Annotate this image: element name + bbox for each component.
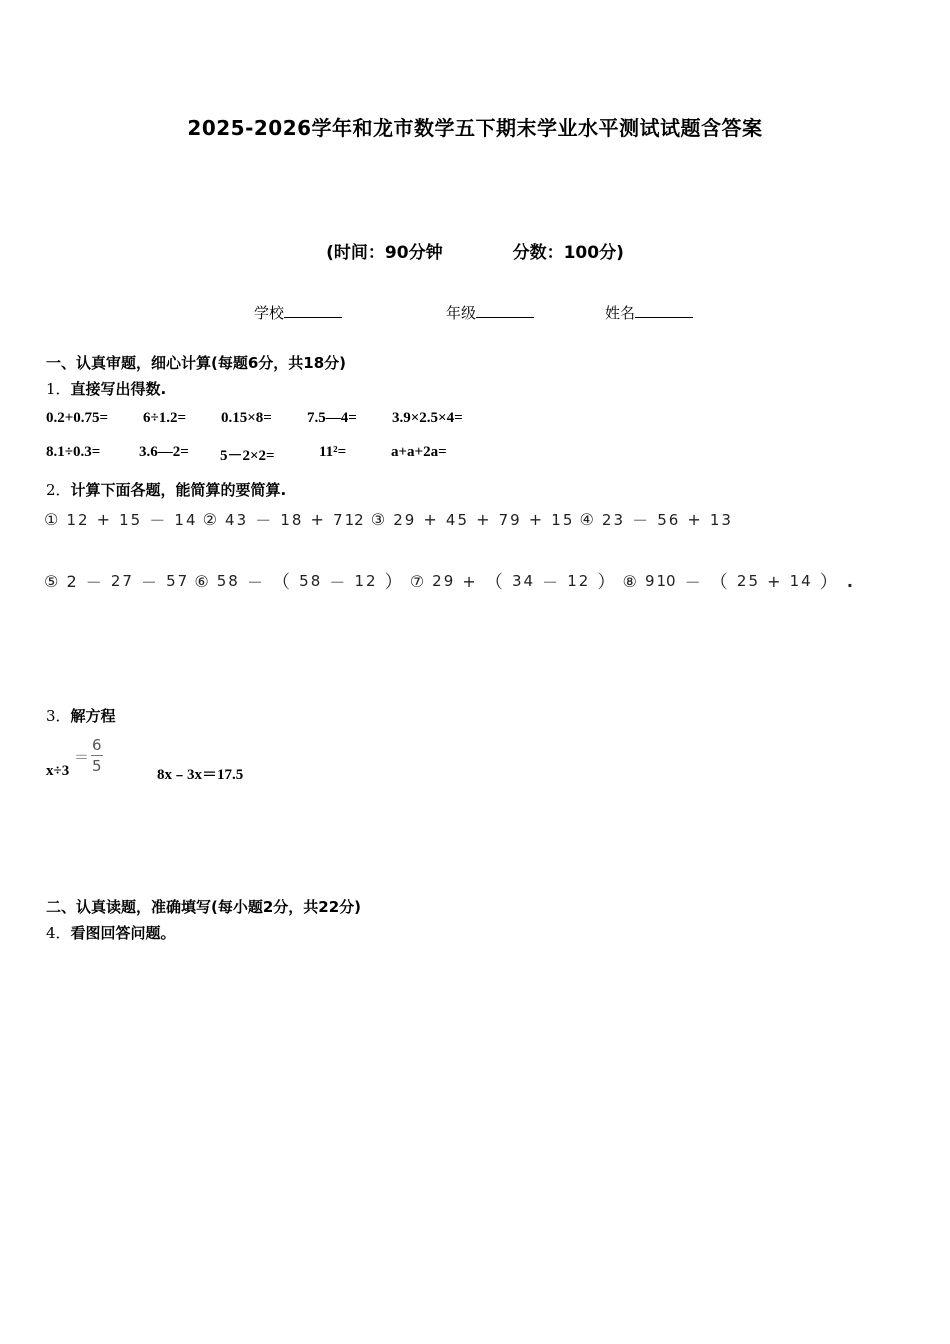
calc-item: 3.9×2.5×4= — [392, 410, 463, 426]
fraction: 9 10 — [644, 572, 676, 590]
fraction: 2 5 — [736, 572, 758, 590]
calc-item: 8.1÷0.3= — [46, 444, 101, 460]
fraction: $\frac{6}{5}$ — [92, 736, 102, 775]
question-number: 2． — [46, 481, 71, 499]
fraction: 1 2 — [354, 572, 376, 590]
grade-label: 年级 — [446, 304, 477, 322]
exam-time-score — [0, 238, 950, 263]
plus-sign: + — [767, 571, 781, 591]
left-paren: （ — [484, 572, 503, 593]
page-title: 2025-2026学年和龙市数学五下期末学业水平测试试题含答案 — [187, 116, 763, 140]
fraction: 7 12 — [333, 510, 364, 529]
calc-item: a+a+2a= — [391, 444, 447, 460]
item-label: ② — [202, 510, 217, 529]
question-2 — [46, 479, 286, 500]
calc-item: 6÷1.2= — [143, 410, 187, 426]
left-paren: （ — [709, 572, 728, 593]
section-2-heading: 二、认真读题，准确填写(每小题2分，共22分) — [46, 898, 362, 916]
equation-1-right — [74, 738, 104, 774]
grade-blank[interactable] — [476, 303, 534, 318]
question-number: 1． — [46, 380, 71, 398]
minus-sign: － — [542, 572, 559, 592]
minus-sign: － — [141, 572, 158, 592]
grade-field — [446, 302, 534, 323]
section-1-heading: 一、认真审题，细心计算(每题6分，共18分) — [46, 354, 347, 372]
plus-sign: + — [96, 510, 111, 529]
right-paren: ） — [597, 572, 616, 593]
fraction: 1 4 — [174, 510, 196, 529]
minus-sign: － — [632, 511, 649, 530]
plus-sign: + — [687, 510, 701, 529]
minus-sign: － — [246, 572, 263, 592]
fraction: 2 3 — [601, 510, 623, 529]
question-3 — [46, 705, 116, 726]
item-label: ⑤ — [44, 571, 59, 591]
minus-sign: － — [329, 572, 346, 592]
question-number: 3． — [46, 707, 71, 725]
question-text: 直接写出得数. — [70, 380, 167, 398]
item-label: ④ — [579, 510, 594, 529]
school-field — [254, 302, 342, 323]
calc-item: 5－2×2= — [220, 448, 275, 464]
fraction: 1 4 — [789, 572, 811, 590]
name-label: 姓名 — [605, 304, 636, 322]
name-field — [605, 302, 693, 323]
left-paren: （ — [272, 572, 291, 593]
equation-2: 8x﹣3x＝17.5 — [157, 767, 244, 783]
exam-time: (时间：90分钟 — [326, 243, 443, 263]
fraction: 4 5 — [445, 510, 467, 529]
fraction: 2 9 — [393, 510, 415, 529]
fraction: 2 7 — [110, 572, 132, 590]
fraction: 1 5 — [119, 510, 141, 529]
name-blank[interactable] — [635, 303, 693, 318]
plus-sign: + — [423, 510, 437, 529]
calc-item: 3.6—2= — [139, 444, 189, 460]
item-label: ① — [44, 510, 59, 529]
period: . — [846, 571, 853, 591]
q2-expression-row-1 — [44, 508, 733, 552]
exam-score: 分数：100分) — [512, 243, 624, 263]
fraction: 3 4 — [511, 572, 534, 590]
fraction: 5 8 — [216, 572, 238, 590]
fraction: 2 9 — [432, 572, 454, 590]
fraction: 1 5 — [551, 510, 573, 529]
equation-1-left: x÷3 — [46, 763, 70, 779]
plus-sign: + — [476, 510, 490, 529]
fraction: 1 2 — [567, 572, 589, 590]
fraction: 5 8 — [299, 572, 321, 590]
fraction: 5 7 — [166, 572, 188, 590]
calc-item: 11²= — [319, 444, 347, 460]
plus-sign: + — [462, 571, 476, 591]
question-4 — [46, 922, 176, 943]
question-text: 计算下面各题，能简算的要简算. — [70, 481, 287, 499]
question-number: 4． — [46, 924, 71, 942]
item-label: ⑥ — [194, 571, 209, 591]
question-text: 看图回答问题。 — [70, 924, 176, 942]
calc-item: 0.15×8= — [221, 410, 272, 426]
school-blank[interactable] — [284, 303, 342, 318]
q2-expression-row-2 — [44, 568, 855, 612]
fraction: 5 6 — [657, 510, 679, 529]
right-paren: ） — [384, 572, 403, 593]
plus-sign: + — [528, 510, 543, 529]
minus-sign: － — [85, 572, 102, 592]
equals-sign: ＝ — [74, 747, 90, 766]
integer: 2 — [66, 571, 77, 591]
fraction: 4 3 — [225, 510, 247, 529]
fraction: 1 2 — [66, 510, 88, 529]
right-paren: ） — [819, 572, 838, 593]
calc-item: 7.5—4= — [307, 410, 357, 426]
fraction: 7 9 — [498, 510, 520, 529]
minus-sign: － — [255, 511, 272, 530]
item-label: ③ — [370, 510, 386, 529]
fraction: 1 8 — [280, 510, 302, 529]
item-label: ⑧ — [622, 571, 637, 591]
question-text: 解方程 — [70, 707, 116, 725]
item-label: ⑦ — [409, 571, 425, 591]
question-1 — [46, 378, 166, 399]
school-label: 学校 — [254, 304, 285, 322]
plus-sign: + — [310, 510, 324, 529]
fraction: 1 3 — [709, 510, 731, 529]
minus-sign: － — [149, 511, 166, 530]
calc-item: 0.2+0.75= — [46, 410, 109, 426]
minus-sign: － — [684, 572, 701, 592]
